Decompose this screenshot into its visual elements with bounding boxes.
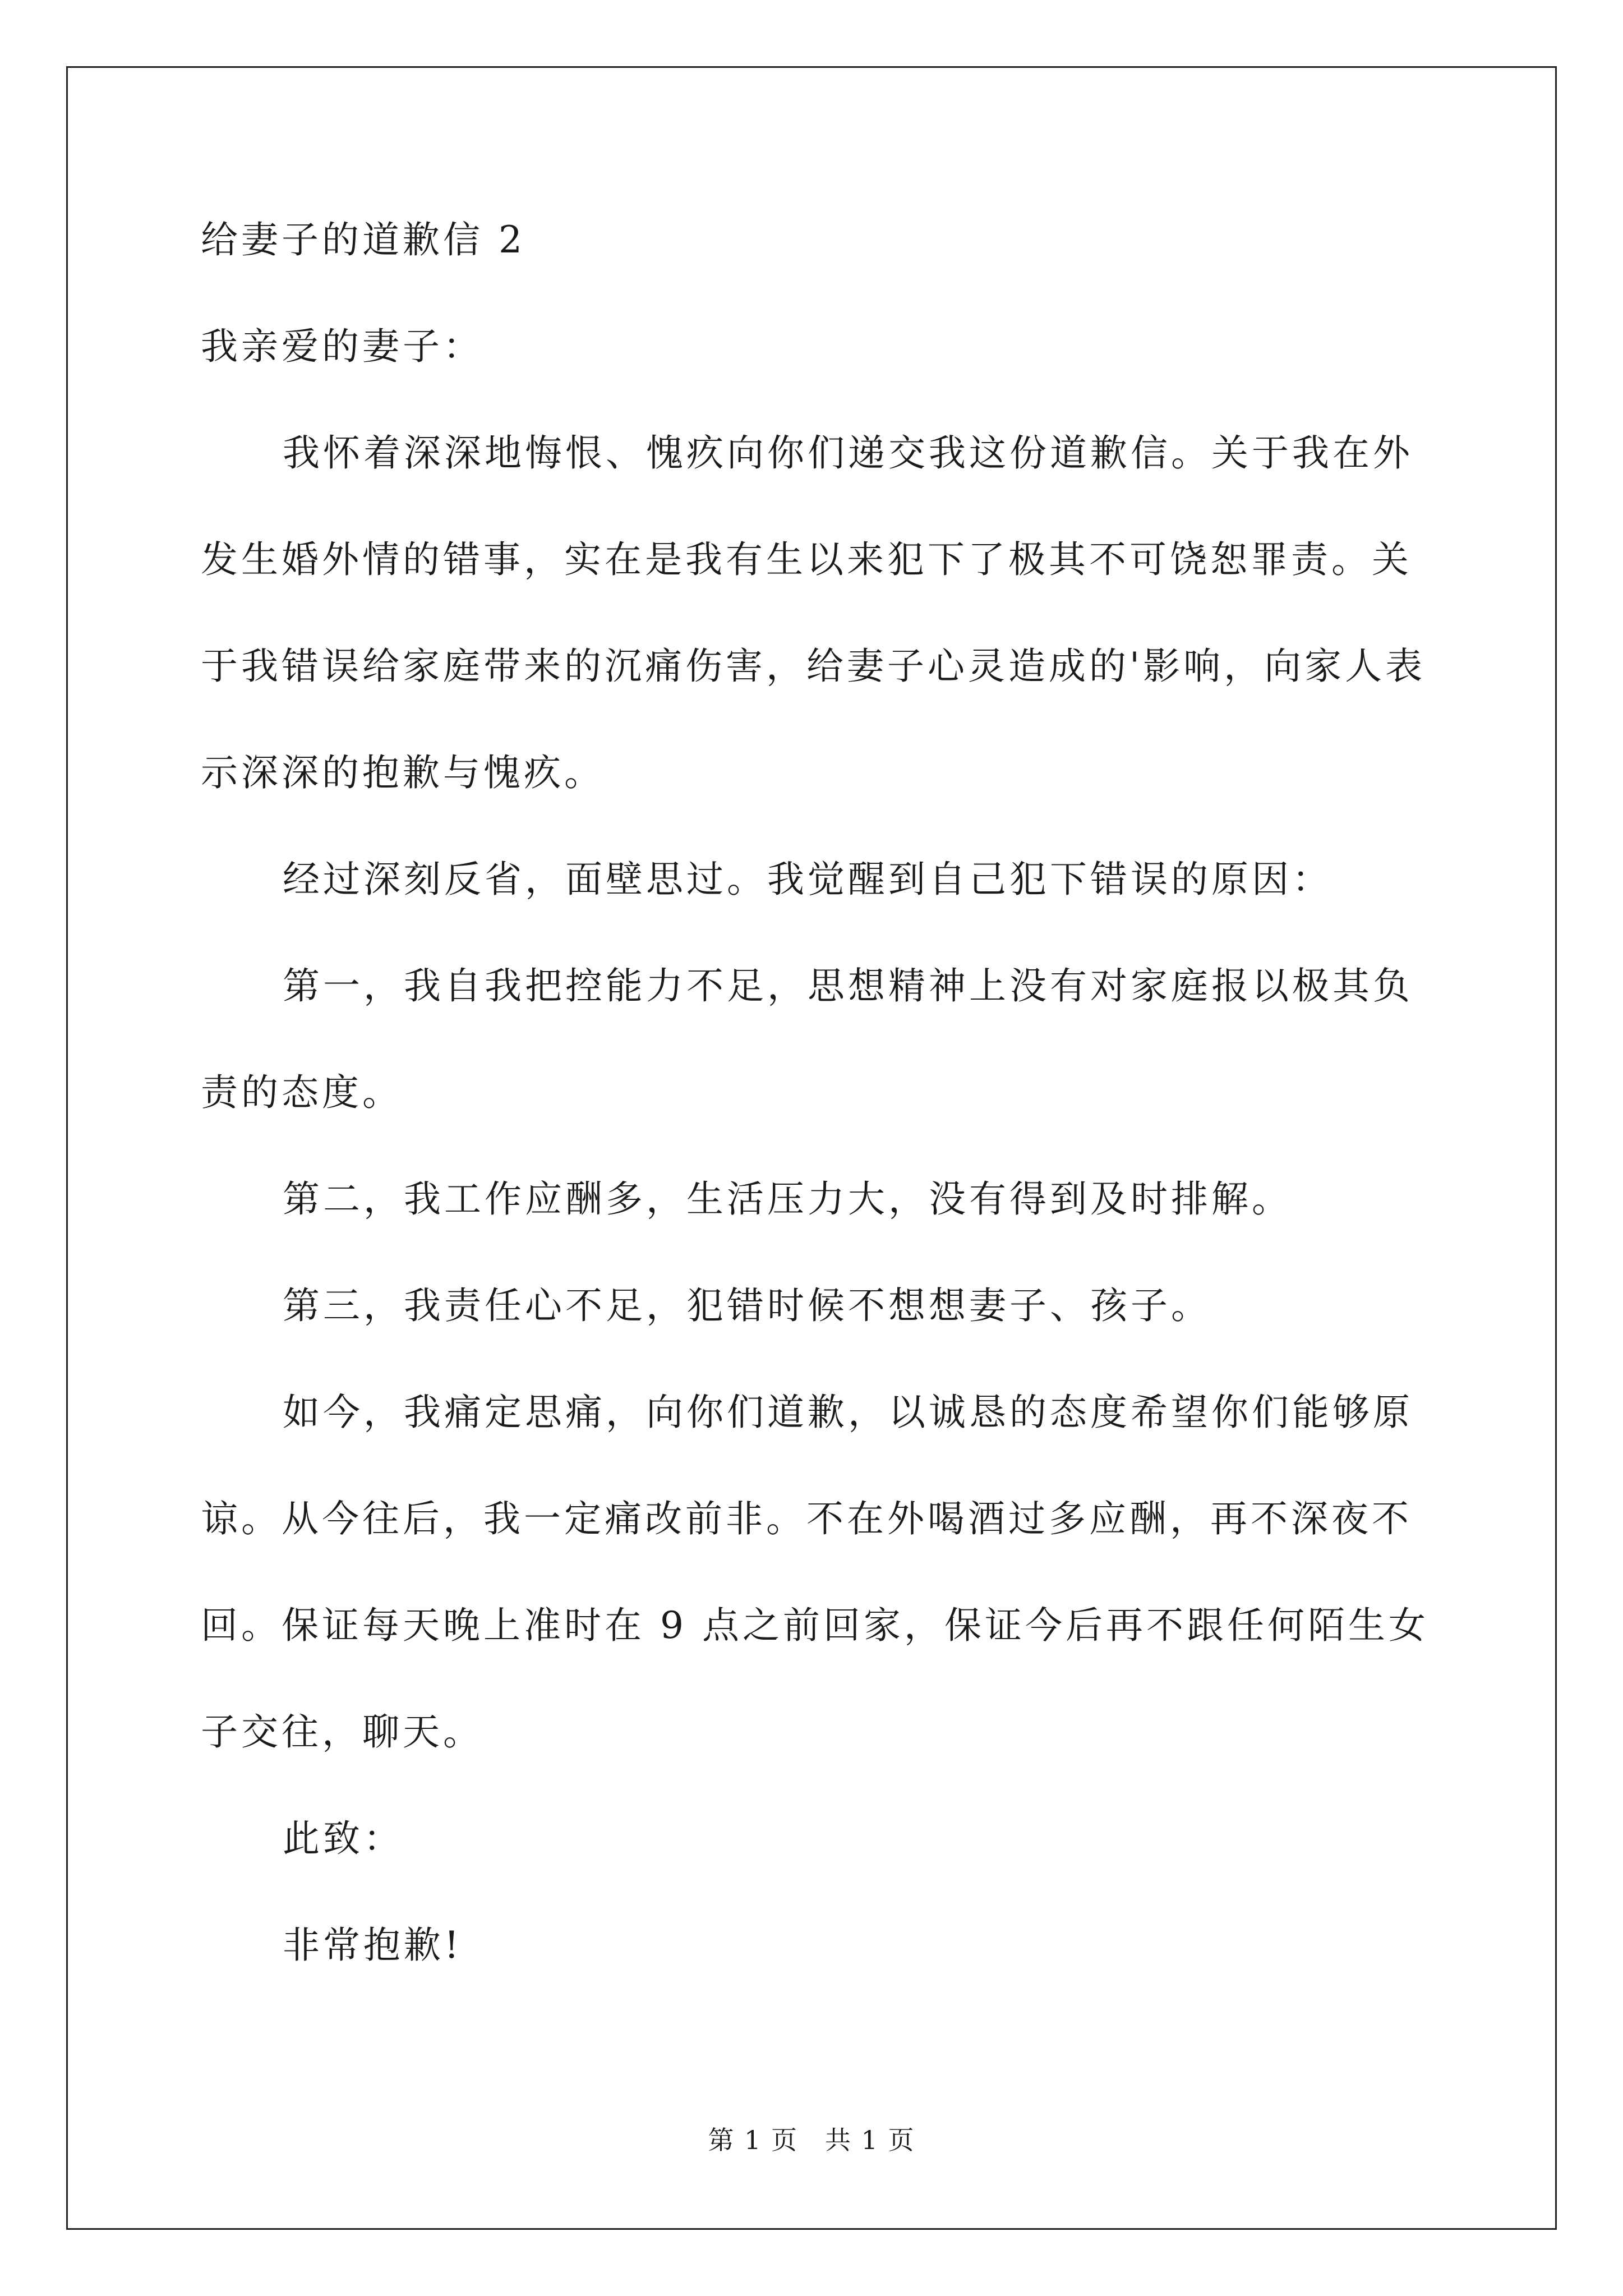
- paragraph-1: [201, 425, 1426, 801]
- paragraph-line: 如今，我痛定思痛，向你们道歉，以诚恳的态度希望你们能够原: [283, 1391, 1413, 1434]
- paragraph-line: 经过深刻反省，面壁思过。我觉醒到自己犯下错误的原因：: [283, 858, 1332, 901]
- closing-salutation: 此致：: [283, 1817, 404, 1860]
- paragraph-6: [201, 1384, 1429, 1760]
- paragraph-line: 发生婚外情的错事，实在是我有生以来犯下了极其不可饶恕罪责。关: [201, 538, 1412, 581]
- paragraph-2: [201, 852, 1423, 908]
- paragraph-line: 谅。从今往后，我一定痛改前非。不在外喝酒过多应酬，再不深夜不: [201, 1497, 1412, 1540]
- paragraph-line: 示深深的抱歉与愧疚。: [201, 751, 605, 794]
- document-body: [201, 212, 1429, 2024]
- paragraph-3: [201, 958, 1423, 1121]
- closing-apology: 非常抱歉!: [283, 1924, 463, 1967]
- paragraph-line: 子交往，聊天。: [201, 1710, 483, 1754]
- paragraph-line: 责的态度。: [201, 1071, 403, 1114]
- page-number-footer: 第 1 页 共 1 页: [708, 2125, 915, 2155]
- paragraph-line: 第三，我责任心不足，犯错时候不想想妻子、孩子。: [283, 1284, 1211, 1327]
- paragraph-line: 我怀着深深地悔恨、愧疚向你们递交我这份道歉信。关于我在外: [283, 431, 1413, 475]
- paragraph-line: 第一，我自我把控能力不足，思想精神上没有对家庭报以极其负: [283, 964, 1413, 1007]
- paragraph-line: 回。保证每天晚上准时在 9 点之前回家，保证今后再不跟任何陌生女: [201, 1604, 1429, 1647]
- paragraph-line: 第二，我工作应酬多，生活压力大，没有得到及时排解。: [283, 1177, 1292, 1221]
- salutation: 我亲爱的妻子：: [201, 325, 483, 368]
- paragraph-5: [201, 1278, 1423, 1334]
- paragraph-4: [201, 1171, 1423, 1227]
- document-title: 给妻子的道歉信 2: [201, 218, 525, 261]
- paragraph-line: 于我错误给家庭带来的沉痛伤害，给妻子心灵造成的'影响，向家人表: [201, 645, 1426, 688]
